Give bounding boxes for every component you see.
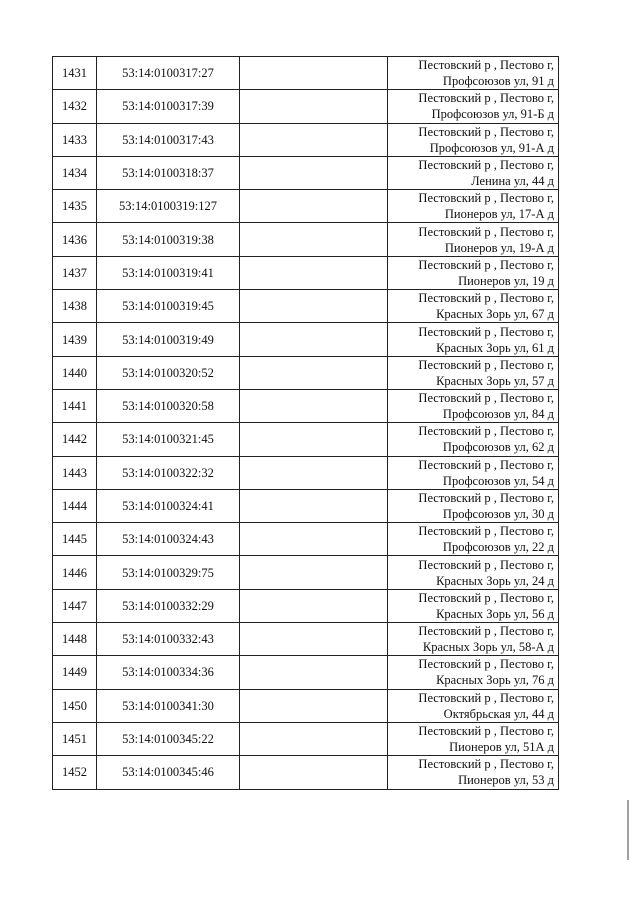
cadastral-number: 53:14:0100332:43 [97,623,240,656]
empty-cell [240,123,388,156]
row-number: 1438 [53,290,97,323]
empty-cell [240,456,388,489]
table-row [53,656,559,689]
row-number: 1436 [53,223,97,256]
address-line-2: Красных Зорь ул, 67 д [436,307,554,322]
address-line-1: Пестовский р , Пестово г, [418,191,554,206]
address-line-1: Пестовский р , Пестово г, [418,491,554,505]
cadastral-number: 53:14:0100345:46 [97,756,240,789]
cadastral-number: 53:14:0100345:22 [97,722,240,755]
empty-cell [240,57,388,90]
cadastral-number: 53:14:0100324:43 [97,523,240,556]
empty-cell [240,256,388,289]
address-line-1: Пестовский р , Пестово г, [418,357,554,372]
cadastral-number: 53:14:0100334:36 [97,656,240,689]
row-number: 1434 [53,156,97,189]
address-line-1: Пестовский р , Пестово г, [418,757,554,772]
cadastral-number: 53:14:0100319:45 [97,290,240,323]
address-cell [388,389,559,422]
cadastral-number: 53:14:0100329:75 [97,556,240,589]
address-line-2: Красных Зорь ул, 58-А д [422,640,554,655]
table-row [53,689,559,722]
table-row [53,90,559,123]
cadastral-number: 53:14:0100318:37 [97,156,240,189]
table-row [53,190,559,223]
row-number: 1446 [53,556,97,589]
table-row [53,722,559,755]
table-row [53,256,559,289]
cadastral-number: 53:14:0100317:39 [97,90,240,123]
address-line-1: Пестовский р , Пестово г, [418,257,554,272]
row-number: 1432 [53,90,97,123]
row-number: 1449 [53,656,97,689]
address-cell [388,156,559,189]
address-cell [388,556,559,589]
row-number: 1439 [53,323,97,356]
address-line-2: Профсоюзов ул, 91-А д [429,140,554,155]
row-number: 1440 [53,356,97,389]
address-line-2: Красных Зорь ул, 76 д [436,673,554,688]
address-line-1: Пестовский р , Пестово г, [418,224,554,239]
address-cell [388,656,559,689]
empty-cell [240,489,388,522]
address-cell [388,756,559,789]
cadastral-number: 53:14:0100317:27 [97,57,240,90]
address-line-1: Пестовский р , Пестово г, [418,324,554,339]
address-cell [388,423,559,456]
empty-cell [240,223,388,256]
address-line-2: Профсоюзов ул, 62 д [442,440,554,455]
address-line-2: Пионеров ул, 51А д [449,740,554,755]
cadastral-number: 53:14:0100341:30 [97,689,240,722]
address-line-1: Пестовский р , Пестово г, [418,457,554,472]
address-line-2: Пионеров ул, 19 д [458,273,554,288]
address-cell [388,323,559,356]
address-cell [388,523,559,556]
address-line-1: Пестовский р , Пестово г, [418,690,554,705]
address-line-1: Пестовский р , Пестово г, [418,424,554,439]
row-number: 1437 [53,256,97,289]
address-line-2: Ленина ул, 44 д [471,174,554,189]
row-number: 1441 [53,389,97,422]
row-number: 1433 [53,123,97,156]
address-line-2: Профсоюзов ул, 84 д [442,407,554,422]
table-row [53,323,559,356]
address-line-1: Пестовский р , Пестово г, [418,91,554,106]
address-line-1: Пестовский р , Пестово г, [418,391,554,406]
address-line-1: Пестовский р , Пестово г, [418,291,554,306]
row-number: 1442 [53,423,97,456]
row-number: 1447 [53,589,97,622]
table-row [53,489,559,522]
address-line-2: Пионеров ул, 17-А д [444,207,554,222]
address-line-2: Профсоюзов ул, 22 д [442,540,554,555]
cadastral-number: 53:14:0100320:58 [97,389,240,422]
address-line-2: Профсоюзов ул, 91-Б д [431,107,554,122]
table-row [53,290,559,323]
cadastral-number: 53:14:0100319:49 [97,323,240,356]
row-number: 1450 [53,689,97,722]
address-line-1: Пестовский р , Пестово г, [418,724,554,739]
table-row [53,589,559,622]
cadastral-number: 53:14:0100320:52 [97,356,240,389]
table-row [53,57,559,90]
cadastral-number: 53:14:0100321:45 [97,423,240,456]
empty-cell [240,523,388,556]
table-row [53,223,559,256]
cadastral-number: 53:14:0100319:38 [97,223,240,256]
cadastral-number: 53:14:0100319:41 [97,256,240,289]
row-number: 1451 [53,722,97,755]
empty-cell [240,589,388,622]
row-number: 1448 [53,623,97,656]
address-line-1: Пестовский р , Пестово г, [418,58,554,73]
address-line-2: Профсоюзов ул, 91 д [442,74,554,89]
row-number: 1444 [53,489,97,522]
empty-cell [240,389,388,422]
address-line-2: Красных Зорь ул, 57 д [436,373,554,388]
address-line-2: Профсоюзов ул, 54 д [442,473,554,488]
table-row [53,423,559,456]
address-cell [388,623,559,656]
empty-cell [240,722,388,755]
address-cell [388,722,559,755]
address-line-2: Красных Зорь ул, 56 д [436,606,554,621]
empty-cell [240,323,388,356]
address-cell [388,456,559,489]
empty-cell [240,423,388,456]
address-cell [388,90,559,123]
address-line-1: Пестовский р , Пестово г, [418,124,554,139]
empty-cell [240,556,388,589]
address-cell [388,589,559,622]
address-cell [388,290,559,323]
table-row [53,523,559,556]
cadastral-number: 53:14:0100317:43 [97,123,240,156]
table-row [53,756,559,789]
table-row [53,456,559,489]
address-line-2: Профсоюзов ул, 30 д [442,507,554,521]
row-number: 1435 [53,190,97,223]
table-row [53,623,559,656]
address-line-2: Красных Зорь ул, 61 д [436,340,554,355]
cadastral-number: 53:14:0100322:32 [97,456,240,489]
row-number: 1445 [53,523,97,556]
property-table [52,56,559,790]
address-line-2: Октябрьская ул, 44 д [443,706,554,721]
empty-cell [240,156,388,189]
address-line-1: Пестовский р , Пестово г, [418,657,554,672]
address-cell [388,190,559,223]
address-cell [388,689,559,722]
row-number: 1431 [53,57,97,90]
scan-edge-mark [627,800,629,860]
address-line-1: Пестовский р , Пестово г, [418,524,554,539]
address-cell [388,256,559,289]
table-body [53,57,559,790]
table-row [53,156,559,189]
row-number: 1452 [53,756,97,789]
address-cell [388,57,559,90]
empty-cell [240,190,388,223]
empty-cell [240,290,388,323]
empty-cell [240,356,388,389]
empty-cell [240,656,388,689]
address-line-2: Красных Зорь ул, 24 д [436,573,554,588]
table-row [53,356,559,389]
row-number: 1443 [53,456,97,489]
table-row [53,123,559,156]
address-line-1: Пестовский р , Пестово г, [418,624,554,639]
address-cell [388,356,559,389]
address-line-2: Пионеров ул, 19-А д [444,240,554,255]
cadastral-number: 53:14:0100332:29 [97,589,240,622]
address-cell [388,489,559,522]
empty-cell [240,689,388,722]
empty-cell [240,623,388,656]
address-line-1: Пестовский р , Пестово г, [418,590,554,605]
empty-cell [240,756,388,789]
address-line-1: Пестовский р , Пестово г, [418,557,554,572]
address-line-1: Пестовский р , Пестово г, [418,158,554,173]
address-line-2: Пионеров ул, 53 д [458,773,554,788]
cadastral-number: 53:14:0100324:41 [97,489,240,522]
address-cell [388,223,559,256]
table-row [53,556,559,589]
table-row [53,389,559,422]
cadastral-number: 53:14:0100319:127 [97,190,240,223]
empty-cell [240,90,388,123]
address-cell [388,123,559,156]
